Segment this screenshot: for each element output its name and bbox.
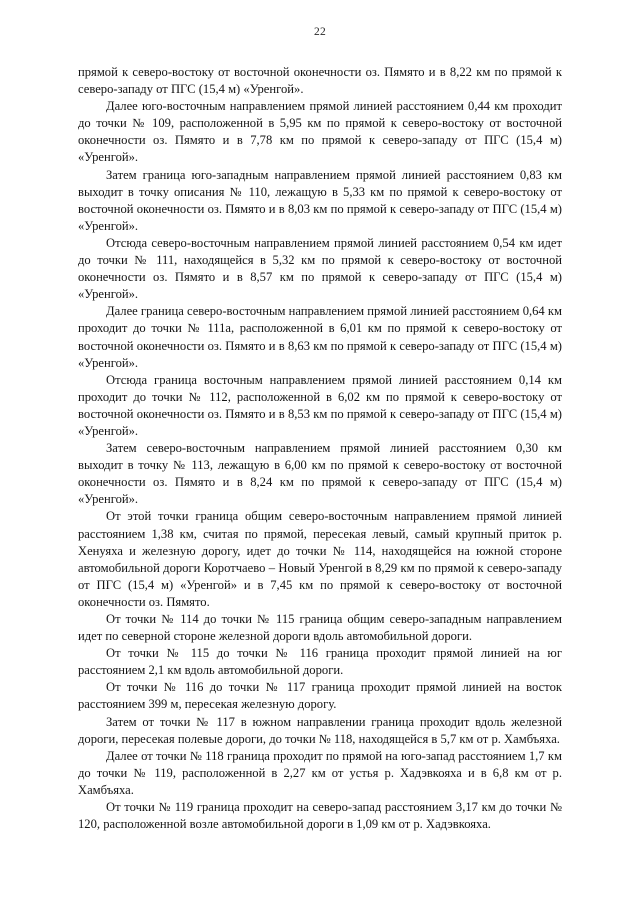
paragraph: Далее от точки № 118 граница проходит по прямой на юго-запад расстоянием 1,7 км до точки № 119, расположенной в 2,27 км от устья р. Хадэвкояха и в 6,8 км от р. Хамбъяха.: [78, 748, 562, 797]
paragraph: От точки № 114 до точки № 115 граница общим северо-западным направлением идет по северной стороне железной дороги вдоль автомобильной дороги.: [78, 612, 562, 644]
paragraph: прямой к северо-востоку от восточной оконечности оз. Пямято и в 8,22 км по прямой к северо-западу от ПГС (15,4 м) «Уренгой».: [78, 65, 562, 97]
paragraph: Отсюда северо-восточным направлением прямой линией расстоянием 0,54 км идет до точки № 111, находящейся в 5,32 км по прямой к северо-востоку от восточной оконечности оз. Пямято и в 8,57 км по прямой к северо-западу от ПГС (15,4 м) «Уренгой».: [78, 235, 562, 302]
paragraph: Затем от точки № 117 в южном направлении граница проходит вдоль железной дороги, пересекая полевые дороги, до точки № 118, находящейся в 5,7 км от р. Хамбъяха.: [78, 714, 562, 746]
paragraph: Затем северо-восточным направлением прямой линией расстоянием 0,30 км выходит в точку № 113, лежащую в 6,00 км по прямой к северо-востоку от восточной оконечности оз. Пямято и в 8,24 км по прямой к северо-западу от ПГС (15,4 м) «Уренгой».: [78, 441, 562, 507]
paragraph: Далее юго-восточным направлением прямой линией расстоянием 0,44 км проходит до точки № 109, расположенной в 5,95 км по прямой к северо-востоку от восточной оконечности оз. Пямято и в 7,78 км по прямой к северо-западу от ПГС (15,4 м) «Уренгой».: [78, 99, 562, 165]
document-body: [78, 64, 562, 833]
paragraph: От точки № 115 до точки № 116 граница проходит прямой линией на юг расстоянием 2,1 км вдоль автомобильной дороги.: [78, 646, 562, 678]
paragraph: Далее граница северо-восточным направлением прямой линией расстоянием 0,64 км проходит до точки № 111а, расположенной в 6,01 км по прямой к северо-востоку от восточной оконечности оз. Пямято и в 8,63 км по прямой к северо-западу от ПГС (15,4 м) «Уренгой».: [78, 304, 562, 370]
paragraph: Отсюда граница восточным направлением прямой линией расстоянием 0,14 км проходит до точки № 112, расположенной в 6,02 км по прямой к северо-востоку от восточной оконечности оз. Пямято и в 8,53 км по прямой к северо-западу от ПГС (15,4 м) «Уренгой».: [78, 372, 562, 438]
paragraph: От этой точки граница общим северо-восточным направлением прямой линией расстоянием 1,38 км, считая по прямой, пересекая левый, самый крупный приток р. Хенуяха и железную дорогу, идет до точки № 114, находящейся на южной стороне автомобильной дороги Коротчаево – Новый Уренгой в 8,29 км по прямой к северо-западу от ПГС (15,4 м) «Уренгой» и в 7,45 км по прямой к северо-востоку от восточной оконечности оз. Пямято.: [78, 509, 562, 609]
paragraph: От точки № 119 граница проходит на северо-запад расстоянием 3,17 км до точки № 120, расположенной возле автомобильной дороги в 1,09 км от р. Хадэвкояха.: [78, 800, 562, 832]
paragraph: От точки № 116 до точки № 117 граница проходит прямой линией на восток расстоянием 399 м, пересекая железную дорогу.: [78, 680, 562, 712]
paragraph: Затем граница юго-западным направлением прямой линией расстоянием 0,83 км выходит в точку описания № 110, лежащую в 5,33 км по прямой к северо-востоку от восточной оконечности оз. Пямято и в 8,03 км по прямой к северо-западу от ПГС (15,4 м) «Уренгой».: [78, 167, 562, 233]
page-number: 22: [314, 26, 326, 38]
